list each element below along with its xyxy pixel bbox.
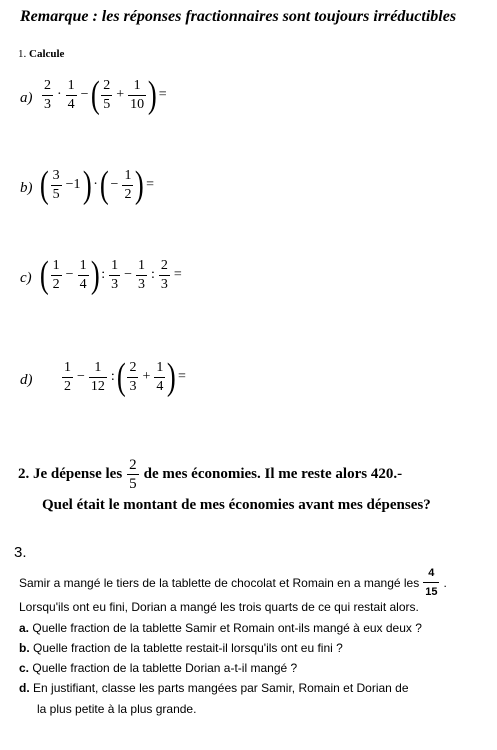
- denominator: 12: [90, 378, 105, 394]
- item-label: b.: [19, 641, 30, 655]
- exercise-c-expression: [40, 256, 184, 294]
- fraction: [159, 259, 170, 292]
- left-parenthesis: (: [39, 254, 49, 296]
- operator: ·: [93, 177, 98, 192]
- numerator: 1: [67, 77, 75, 93]
- denominator: 15: [425, 586, 438, 598]
- operator: −: [65, 267, 74, 282]
- fraction: [423, 566, 439, 599]
- question-2-text-start: 2. Je dépense les: [18, 466, 123, 482]
- item-label: d.: [19, 681, 30, 695]
- operator: :: [151, 267, 155, 282]
- denominator: 5: [129, 476, 137, 492]
- denominator: 3: [111, 276, 119, 292]
- item-text: Quelle fraction de la tablette restait-il lorsqu'ils ont eu fini ?: [33, 641, 343, 655]
- operator: −: [80, 87, 89, 102]
- numerator: 2: [160, 257, 168, 273]
- exercise-b-expression: [40, 166, 156, 204]
- question-3-item-b: [19, 641, 343, 655]
- numerator: 1: [52, 257, 60, 273]
- denominator: 3: [44, 96, 51, 112]
- fraction: [127, 458, 139, 491]
- right-parenthesis: ): [90, 254, 100, 296]
- denominator: 3: [138, 276, 146, 292]
- exercise-a-label: a): [20, 90, 33, 106]
- question-2-line-1: [18, 458, 402, 491]
- equals-sign: =: [173, 267, 182, 282]
- denominator: 5: [103, 96, 111, 112]
- denominator: 5: [52, 186, 60, 202]
- operator: +: [142, 369, 151, 384]
- question-1-label: Calcule: [29, 48, 65, 60]
- denominator: 2: [64, 378, 71, 394]
- numerator: 1: [133, 77, 141, 93]
- question-2-text-end: de mes économies. Il me reste alors 420.-: [143, 466, 403, 482]
- right-parenthesis: ): [148, 74, 157, 116]
- right-parenthesis: ): [135, 164, 145, 206]
- fraction: [109, 259, 120, 292]
- numerator: 1: [138, 257, 146, 273]
- fraction: [78, 259, 89, 292]
- question-3-number: 3.: [14, 544, 27, 561]
- numerator: 2: [103, 77, 111, 93]
- denominator: 4: [67, 96, 75, 112]
- question-1-number: 1.: [18, 48, 27, 60]
- right-parenthesis: ): [82, 164, 92, 206]
- fraction: [51, 259, 62, 292]
- fraction: [51, 169, 62, 202]
- fraction: [66, 79, 77, 112]
- left-parenthesis: (: [116, 356, 126, 398]
- question-3-intro-text: Samir a mangé le tiers de la tablette de chocolat et Romain en a mangé les: [19, 575, 420, 590]
- right-parenthesis: ): [167, 356, 177, 398]
- numerator: 1: [156, 359, 164, 375]
- question-3-item-d-continuation: la plus petite à la plus grande.: [37, 702, 197, 716]
- operator: +: [116, 87, 125, 102]
- denominator: 4: [156, 378, 164, 394]
- left-parenthesis: (: [39, 164, 49, 206]
- operator: ·: [57, 87, 62, 102]
- equals-sign: =: [178, 369, 186, 384]
- term: −1: [65, 177, 81, 192]
- fraction: [154, 361, 165, 394]
- item-label: a.: [19, 621, 30, 635]
- item-text: Quelle fraction de la tablette Samir et Romain ont-ils mangé à eux deux ?: [32, 621, 422, 635]
- exercise-a-expression: [40, 76, 169, 114]
- denominator: 10: [130, 96, 145, 112]
- denominator: 3: [160, 276, 168, 292]
- operator: −: [110, 177, 119, 192]
- remark-heading: Remarque : les réponses fractionnaires sont toujours irréductibles: [20, 8, 457, 25]
- item-text: Quelle fraction de la tablette Dorian a-t-il mangé ?: [32, 661, 298, 675]
- question-3-item-a: [19, 621, 422, 635]
- denominator: 2: [52, 276, 60, 292]
- numerator: 2: [129, 457, 137, 473]
- numerator: 1: [124, 167, 132, 183]
- numerator: 1: [64, 359, 71, 375]
- question-2-line-2: Quel était le montant de mes économies avant mes dépenses?: [42, 497, 431, 513]
- operator: −: [124, 267, 133, 282]
- numerator: 2: [44, 77, 51, 93]
- denominator: 3: [129, 378, 137, 394]
- numerator: 4: [428, 567, 435, 579]
- left-parenthesis: (: [90, 74, 100, 116]
- question-3-item-d: [19, 681, 409, 695]
- numerator: 1: [111, 257, 119, 273]
- equals-sign: =: [146, 177, 155, 192]
- fraction: [101, 79, 112, 112]
- exercise-d-label: d): [20, 372, 33, 388]
- fraction: [122, 169, 133, 202]
- denominator: 2: [124, 186, 132, 202]
- fraction: [42, 79, 53, 112]
- equals-sign: =: [158, 87, 167, 102]
- numerator: 2: [129, 359, 137, 375]
- exercise-d-expression: [60, 358, 188, 396]
- numerator: 1: [79, 257, 87, 273]
- numerator: 1: [94, 359, 102, 375]
- exercise-b-label: b): [20, 180, 33, 196]
- left-parenthesis: (: [99, 164, 109, 206]
- exercise-c-label: c): [20, 270, 32, 286]
- item-text: En justifiant, classe les parts mangées par Samir, Romain et Dorian de: [33, 681, 409, 695]
- fraction: [89, 361, 107, 394]
- fraction: [128, 79, 146, 112]
- fraction: [127, 361, 138, 394]
- denominator: 4: [79, 276, 87, 292]
- fraction: [62, 361, 73, 394]
- fraction: [136, 259, 147, 292]
- operator: :: [110, 369, 115, 384]
- item-label: c.: [19, 661, 30, 675]
- question-1-heading: [18, 48, 64, 60]
- question-3-line-2: Lorsqu'ils ont eu fini, Dorian a mangé les trois quarts de ce qui restait alors.: [19, 600, 419, 614]
- question-3-item-c: [19, 661, 297, 675]
- operator: −: [77, 369, 85, 384]
- question-3-intro-end: .: [443, 575, 447, 590]
- numerator: 3: [52, 167, 60, 183]
- operator: :: [101, 267, 106, 282]
- question-3-intro: [19, 566, 447, 599]
